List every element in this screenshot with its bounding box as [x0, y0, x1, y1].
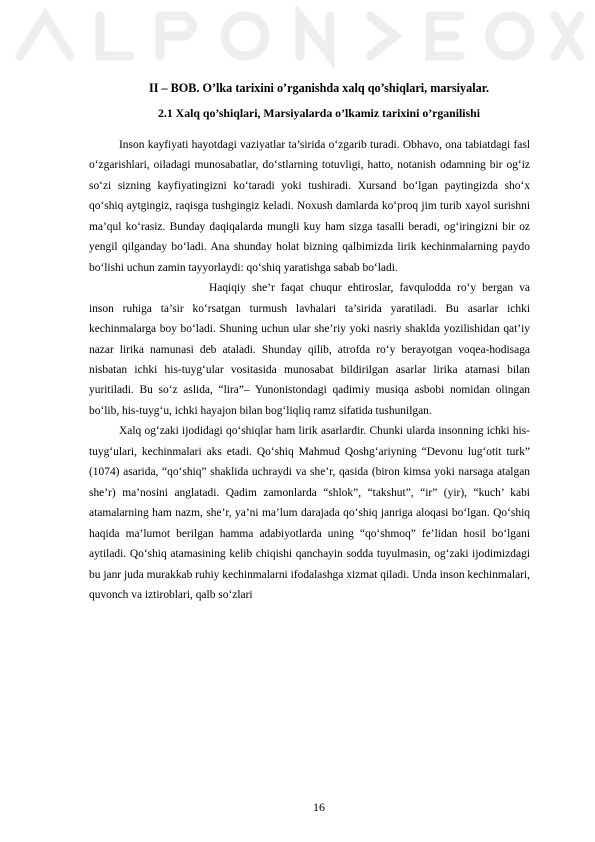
paragraph: Inson kayfiyati hayotdagi vaziyatlar ta’sirida o‘zgarib turadi. Obhavo, ona tabiatdagi fasl o‘zgarishlari, oiladagi munosabatlar, do‘stlarning totuvligi, hatto, notanish odamning bir og‘iz so‘zi sizning kayfiyatingizni ko‘taradi yoki tushiradi. Xursand bo‘lgan paytingizda sho‘x qo‘shiq aytgingiz, raqisga tushgingiz keladi. Noxush damlarda ko‘proq jim turib xayol surishni ma’qul ko‘rasiz. Bunday daqiqalarda mungli kuy ham sizga tasalli beradi, og‘iringizni bir oz yengil qilganday bo‘ladi. Ana shunday holat bizning qalbimizda lirik kechinmalarning paydo bo‘lishi uchun zamin tayyorlaydi: qo‘shiq yaratishga sabab bo‘ladi. [89, 139, 530, 274]
paragraph: Haqiqiy she’r faqat chuqur ehtiroslar, favqulodda ro‘y bergan va inson ruhiga ta’sir ko‘rsatgan turmush lavhalari ta’sirida yaratiladi. Bu asarlar ichki kechinmalarga boy bo‘ladi. Shuning uchun ular she’riy yoki nasriy shaklda yozilishidan qat’iy nazar lirika namunasi deb ataladi. Shunday qilib, atrofda ro‘y berayotgan voqea-hodisaga nisbatan ichki his-tuyg‘ular vositasida munosabat bildirilgan asarlar lirika atamasi bilan yuritiladi. Bu so‘z aslida, “lira”– Yunonistondagi qadimiy musiqa asbobi nomidan olingan bo‘lib, his-tuyg‘u, ichki hayajon bilan bog‘liqliq ramz sifatida tushunilgan. [89, 282, 530, 417]
page-number: 16 [313, 800, 325, 814]
body-text [89, 135, 530, 605]
section-title: 2.1 Xalq qo’shiqlari, Marsiyalarda o’lkamiz tarixini o’rganilishi [157, 106, 481, 120]
paragraph: Xalq og‘zaki ijodidagi qo‘shiqlar ham lirik asarlardir. Chunki ularda insonning ichki his-tuyg‘ulari, kechinmalari aks etadi. Qo‘shiq Mahmud Qoshg‘ariyning “Devonu lug‘otit turk” (1074) asarida, “qo‘shiq” shaklida uchraydi va she’r, qasida (biron kimsa yoki narsaga atalgan she’r) ma’nosini anglatadi. Qadim zamonlarda “shlok”, “takshut”, “ir” (yir), “kuch’ kabi atamalarning ham nazm, she’r, ya’ni ma’lum darajada qo‘shiq janriga aloqasi bo‘lgan. Qo‘shiq haqida ma’lumot berilgan hamma adabiyotlarda uning “qo‘shmoq” fe’lidan hosil bo‘lgani aytiladi. Qo‘shiq atamasining kelib chiqishi qanchayin sodda tuyulmasin, og‘zaki ijodimizdagi bu janr juda murakkab ruhiy kechinmalarni ifodalashga xizmat qiladi. Unda inson kechinmalari, quvonch va iztiroblari, qalb so‘zlari [89, 425, 530, 601]
chapter-title: II – BOB. O’lka tarixini o’rganishda xalq qo’shiqlari, marsiyalar. [148, 81, 490, 95]
